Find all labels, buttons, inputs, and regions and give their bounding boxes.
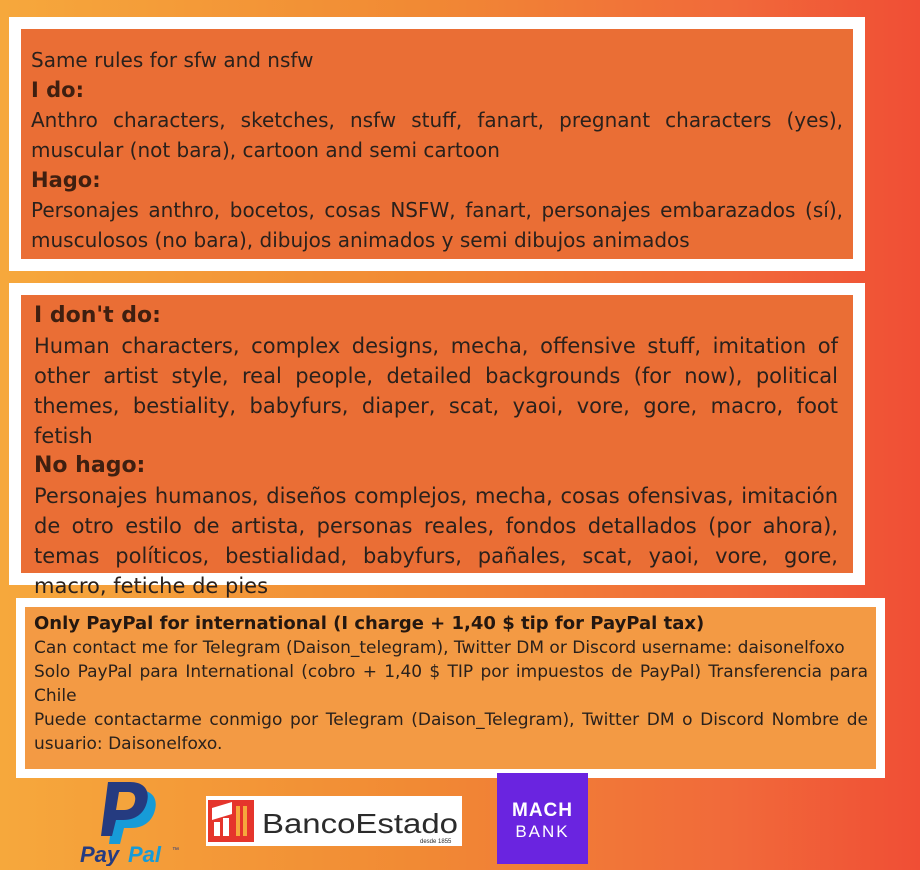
contact-text-es: Puede contactarme conmigo por Telegram (Daison_Telegram), Twitter DM o Discord Nombre de usuario: Daisonelfoxo. bbox=[34, 710, 868, 754]
payment-text-es: Solo PayPal para International (cobro + 1,40 $ TIP por impuestos de PayPal) Transferencia para Chile bbox=[34, 662, 868, 706]
dont-text-en: Human characters, complex designs, mecha, offensive stuff, imitation of other artist style, real people, detailed backgrounds (for now), political themes, bestiality, babyfurs, diaper, scat, yaoi, vore, gore, macro, foot fetish bbox=[34, 334, 838, 448]
paypal-trademark: ™ bbox=[172, 847, 179, 854]
rules-dont-panel bbox=[9, 283, 865, 598]
bank-wordmark: BANK bbox=[515, 822, 570, 841]
paypal-p-icon bbox=[78, 778, 188, 866]
bancoestado-tagline: desde 1855 bbox=[420, 839, 452, 845]
mach-wordmark: MACH bbox=[512, 800, 573, 821]
bancoestado-building-icon bbox=[208, 800, 254, 842]
paypal-wordmark-pal: Pal bbox=[128, 842, 162, 866]
payment-contact-panel bbox=[16, 598, 885, 778]
dont-heading-en: I don't do: bbox=[34, 303, 161, 328]
paypal-logo bbox=[78, 778, 188, 866]
do-text-en: Anthro characters, sketches, nsfw stuff, fanart, pregnant characters (yes), muscular (not bara), cartoon and semi cartoon bbox=[31, 108, 843, 162]
paypal-wordmark-pay: Pay bbox=[80, 842, 120, 866]
dont-text-es: Personajes humanos, diseños complejos, mecha, cosas ofensivas, imitación de otro estilo de artista, personas reales, fondos detallados (por ahora), temas políticos, bestialidad, babyfurs, pañales, scat, yaoi, vore, gore, macro, fetiche de pies bbox=[34, 484, 838, 598]
dont-heading-es: No hago: bbox=[34, 453, 146, 478]
contact-text-en: Can contact me for Telegram (Daison_telegram), Twitter DM or Discord username: daisonelfoxo bbox=[34, 638, 845, 658]
intro-text: Same rules for sfw and nsfw bbox=[31, 48, 314, 72]
rules-dont-content bbox=[21, 295, 853, 598]
payment-heading: Only PayPal for international (I charge + 1,40 $ tip for PayPal tax) bbox=[34, 613, 705, 634]
payment-contact-content bbox=[25, 607, 876, 769]
do-text-es: Personajes anthro, bocetos, cosas NSFW, fanart, personajes embarazados (sí), musculosos (no bara), dibujos animados y semi dibujos animados bbox=[31, 198, 843, 252]
do-heading-es: Hago: bbox=[31, 168, 101, 192]
rules-do-content bbox=[21, 29, 853, 259]
bancoestado-logo bbox=[206, 796, 462, 846]
rules-do-panel bbox=[9, 17, 865, 271]
mach-bank-logo bbox=[497, 773, 588, 864]
bancoestado-wordmark: BancoEstado bbox=[262, 808, 458, 839]
do-heading-en: I do: bbox=[31, 78, 84, 102]
